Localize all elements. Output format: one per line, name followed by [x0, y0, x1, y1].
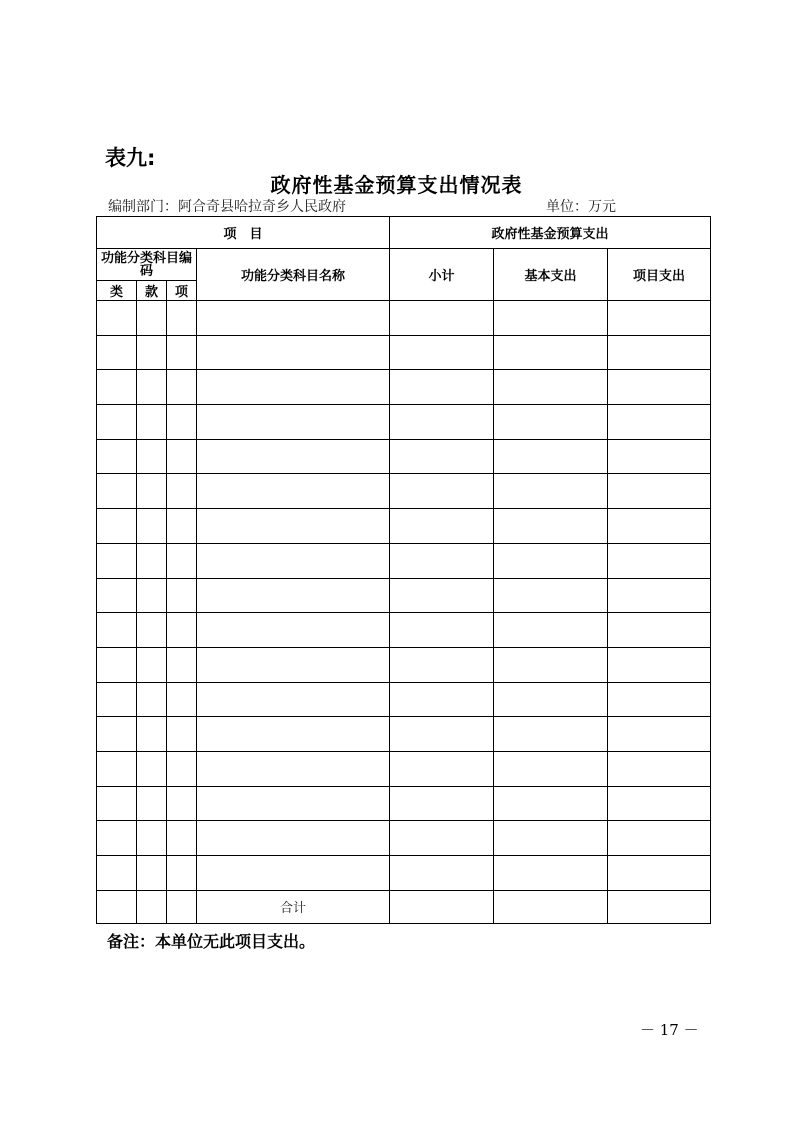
- table-cell: [97, 301, 137, 336]
- table-cell: [137, 509, 167, 544]
- table-cell: [494, 439, 608, 474]
- table-cell: [97, 613, 137, 648]
- table-cell: [494, 751, 608, 786]
- table-cell: [390, 647, 494, 682]
- table-cell: [197, 439, 390, 474]
- header-subtotal: 小计: [390, 249, 494, 301]
- table-cell: [494, 301, 608, 336]
- table-cell: [137, 856, 167, 891]
- table-cell: [197, 370, 390, 405]
- table-cell: [197, 474, 390, 509]
- table-cell: [390, 821, 494, 856]
- table-cell: [197, 717, 390, 752]
- table-cell: [167, 821, 197, 856]
- table-cell: [167, 370, 197, 405]
- header-project-expenditure: 项目支出: [608, 249, 711, 301]
- table-cell: [390, 890, 494, 923]
- table-cell: [197, 821, 390, 856]
- table-row: [97, 856, 711, 891]
- table-cell: [167, 439, 197, 474]
- table-row: [97, 578, 711, 613]
- table-cell: [97, 751, 137, 786]
- table-cell: [137, 301, 167, 336]
- table-cell: [197, 335, 390, 370]
- table-cell: [390, 509, 494, 544]
- table-cell: [137, 613, 167, 648]
- table-cell: [494, 509, 608, 544]
- department-label: 编制部门：阿合奇县哈拉奇乡人民政府: [108, 199, 346, 215]
- table-cell: [390, 370, 494, 405]
- table-cell: [494, 786, 608, 821]
- budget-table: [96, 216, 711, 924]
- table-cell: [137, 543, 167, 578]
- document-title: 政府性基金预算支出情况表: [270, 173, 523, 197]
- table-cell: [97, 509, 137, 544]
- table-cell: [494, 821, 608, 856]
- table-cell: [390, 543, 494, 578]
- table-label: 表九:: [105, 146, 156, 170]
- table-cell: [197, 543, 390, 578]
- table-row: [97, 613, 711, 648]
- table-cell: [167, 786, 197, 821]
- table-cell: [97, 717, 137, 752]
- table-cell: [608, 370, 711, 405]
- table-cell: [97, 682, 137, 717]
- table-row: [97, 335, 711, 370]
- table-cell: [97, 821, 137, 856]
- table-cell: [608, 821, 711, 856]
- table-cell: [97, 890, 137, 923]
- table-cell: [608, 405, 711, 440]
- table-cell: [137, 335, 167, 370]
- table-cell: [608, 647, 711, 682]
- table-cell: [608, 751, 711, 786]
- table-cell: [197, 856, 390, 891]
- table-row: [97, 405, 711, 440]
- table-cell: [494, 613, 608, 648]
- table-cell: [390, 682, 494, 717]
- table-cell: [97, 405, 137, 440]
- table-cell: [137, 647, 167, 682]
- table-cell: [167, 335, 197, 370]
- table-row: [97, 439, 711, 474]
- table-cell: [197, 301, 390, 336]
- footnote: 备注：本单位无此项目支出。: [107, 932, 316, 951]
- table-row: [97, 751, 711, 786]
- table-cell: [390, 335, 494, 370]
- table-cell: [608, 335, 711, 370]
- table-cell: [608, 439, 711, 474]
- unit-label: 单位：万元: [546, 199, 616, 215]
- table-cell: [137, 751, 167, 786]
- table-cell: [197, 613, 390, 648]
- page-number: － 17 －: [640, 1021, 699, 1039]
- table-cell: [608, 786, 711, 821]
- table-cell: [137, 474, 167, 509]
- table-cell: [137, 439, 167, 474]
- table-cell: [197, 647, 390, 682]
- table-cell: [97, 439, 137, 474]
- table-row: [97, 786, 711, 821]
- table-cell: [494, 647, 608, 682]
- table-cell: [167, 890, 197, 923]
- table-row: [97, 647, 711, 682]
- table-cell: [167, 613, 197, 648]
- table-cell: [608, 613, 711, 648]
- table-cell: [197, 509, 390, 544]
- table-cell: [167, 682, 197, 717]
- table-row: [97, 301, 711, 336]
- table-cell: [494, 370, 608, 405]
- table-cell: [97, 578, 137, 613]
- table-cell: [494, 474, 608, 509]
- table-row: [97, 370, 711, 405]
- table-cell: [197, 578, 390, 613]
- table-cell: [167, 509, 197, 544]
- table-cell: [494, 717, 608, 752]
- table-cell: [390, 717, 494, 752]
- table-cell: [390, 613, 494, 648]
- table-cell: [137, 821, 167, 856]
- header-basic-expenditure: 基本支出: [494, 249, 608, 301]
- table-cell: [608, 856, 711, 891]
- table-cell: [390, 301, 494, 336]
- header-item: 项: [167, 281, 197, 301]
- total-label: 合计: [197, 890, 390, 923]
- table-cell: [137, 370, 167, 405]
- table-cell: [137, 578, 167, 613]
- table-cell: [390, 856, 494, 891]
- table-cell: [137, 682, 167, 717]
- table-cell: [97, 647, 137, 682]
- table-cell: [390, 751, 494, 786]
- table-cell: [390, 786, 494, 821]
- table-cell: [167, 647, 197, 682]
- table-row: [97, 717, 711, 752]
- table-cell: [167, 751, 197, 786]
- table-cell: [197, 405, 390, 440]
- table-cell: [608, 474, 711, 509]
- table-cell: [197, 751, 390, 786]
- table-cell: [137, 405, 167, 440]
- table-cell: [494, 890, 608, 923]
- table-cell: [167, 578, 197, 613]
- table-cell: [167, 405, 197, 440]
- header-section: 款: [137, 281, 167, 301]
- header-function-name: 功能分类科目名称: [197, 249, 390, 301]
- table-row: [97, 474, 711, 509]
- table-cell: [97, 335, 137, 370]
- table-cell: [97, 856, 137, 891]
- table-cell: [167, 543, 197, 578]
- table-cell: [608, 578, 711, 613]
- table-cell: [167, 717, 197, 752]
- table-cell: [167, 301, 197, 336]
- table-cell: [608, 509, 711, 544]
- table-row: [97, 682, 711, 717]
- table-cell: [494, 405, 608, 440]
- table-cell: [608, 682, 711, 717]
- total-row: [97, 890, 711, 923]
- table-cell: [137, 717, 167, 752]
- table-cell: [494, 335, 608, 370]
- header-project: 项 目: [97, 217, 390, 249]
- table-body: [97, 301, 711, 891]
- table-cell: [97, 786, 137, 821]
- table-cell: [608, 717, 711, 752]
- table-cell: [97, 370, 137, 405]
- table-cell: [608, 543, 711, 578]
- table-cell: [197, 786, 390, 821]
- table-cell: [608, 301, 711, 336]
- table-cell: [97, 474, 137, 509]
- table-cell: [97, 543, 137, 578]
- table-cell: [608, 890, 711, 923]
- table-cell: [494, 856, 608, 891]
- table-row: [97, 509, 711, 544]
- table-cell: [494, 578, 608, 613]
- table-cell: [494, 543, 608, 578]
- header-fund-expenditure: 政府性基金预算支出: [390, 217, 711, 249]
- table-cell: [137, 890, 167, 923]
- table-cell: [390, 405, 494, 440]
- header-class: 类: [97, 281, 137, 301]
- header-function-code: 功能分类科目编码: [97, 249, 197, 281]
- table-cell: [390, 578, 494, 613]
- table-cell: [494, 682, 608, 717]
- table-cell: [390, 474, 494, 509]
- table-cell: [167, 474, 197, 509]
- table-cell: [197, 682, 390, 717]
- table-row: [97, 543, 711, 578]
- table-cell: [390, 439, 494, 474]
- table-row: [97, 821, 711, 856]
- table-cell: [167, 856, 197, 891]
- table-cell: [137, 786, 167, 821]
